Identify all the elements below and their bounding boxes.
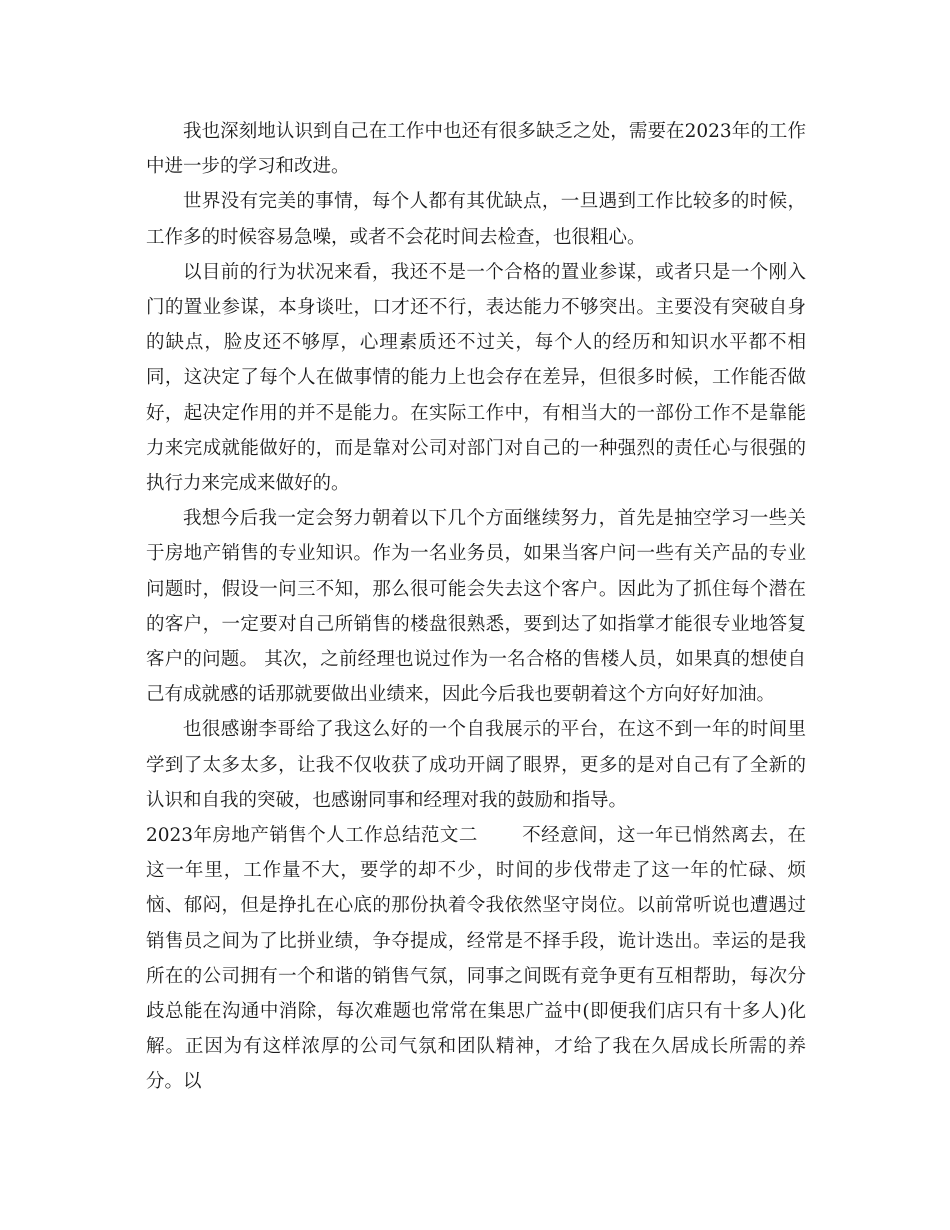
paragraph-3: 以目前的行为状况来看，我还不是一个合格的置业参谋，或者只是一个刚入门的置业参谋，本身谈吐，口才还不行，表达能力不够突出。主要没有突破自身的缺点，脸皮还不够厚，心理素质还不过关，每个人的经历和知识水平都不相同，这决定了每个人在做事情的能力上也会存在差异，但很多时候，工作能否做好，起决定作用的并不是能力。在实际工作中，有相当大的一部份工作不是靠能力来完成就能做好的，而是靠对公司对部门对自己的一种强烈的责任心与很强的执行力来完成来做好的。 <box>146 261 806 495</box>
section-paragraph <box>146 818 806 1100</box>
paragraph-1: 我也深刻地认识到自己在工作中也还有很多缺乏之处，需要在2023年的工作中进一步的学习和改进。 <box>146 121 806 178</box>
paragraph-4: 我想今后我一定会努力朝着以下几个方面继续努力，首先是抽空学习一些关于房地产销售的专业知识。作为一名业务员，如果当客户问一些有关产品的专业问题时，假设一问三不知，那么很可能会失去这个客户。因此为了抓住每个潜在的客户，一定要对自己所销售的楼盘很熟悉，要到达了如指掌才能很专业地答复客户的问题。 其次，之前经理也说过作为一名合格的售楼人员，如果真的想使自己有成就感的话那就要做出业绩来，因此今后我也要朝着这个方向好好加油。 <box>146 508 806 706</box>
paragraph-2: 世界没有完美的事情，每个人都有其优缺点，一旦遇到工作比较多的时候，工作多的时候容易急噪，或者不会花时间去检查，也很粗心。 <box>146 191 806 248</box>
document-body <box>146 114 806 1100</box>
section-body: 不经意间，这一年已悄然离去，在这一年里，工作量不大，要学的却不少，时间的步伐带走了这一年的忙碌、烦恼、郁闷，但是挣扎在心底的那份执着令我依然坚守岗位。以前常听说也遭遇过销售员之间为了比拼业绩，争夺提成，经常是不择手段，诡计迭出。幸运的是我所在的公司拥有一个和谐的销售气氛，同事之间既有竞争更有互相帮助，每次分歧总能在沟通中消除，每次难题也常常在集思广益中(即便我们店只有十多人)化解。正因为有这样浓厚的公司气氛和团队精神，才给了我在久居成长所需的养分。以 <box>146 825 806 1093</box>
section-title: 2023年房地产销售个人工作总结范文二 <box>146 825 478 847</box>
paragraph-5: 也很感谢李哥给了我这么好的一个自我展示的平台，在这不到一年的时间里学到了太多太多，让我不仅收获了成功开阔了眼界，更多的是对自己有了全新的认识和自我的突破，也感谢同事和经理对我的鼓励和指导。 <box>146 719 806 811</box>
